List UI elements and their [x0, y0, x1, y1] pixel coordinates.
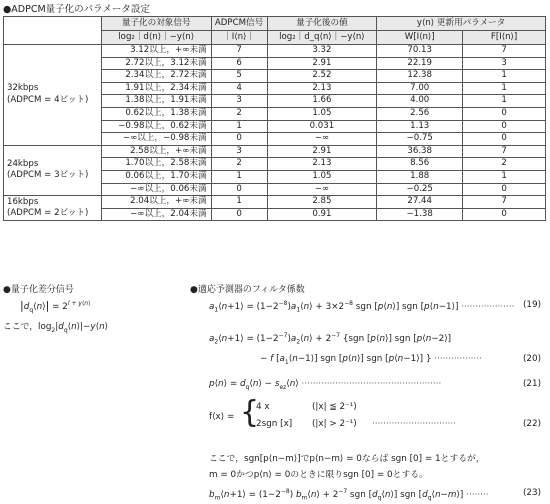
f-cell: 0	[463, 208, 546, 221]
range-cell: 2.04以上，+∞未満	[101, 196, 211, 209]
quantized-diff-note: ここで，$\log_2|d_q⟨n⟩|-y⟨n⟩$	[3, 322, 109, 334]
subheader-log-d: log₂｜d⟨n⟩｜−y⟨n⟩	[101, 31, 211, 45]
subheader-abs-i: ｜I⟨n⟩｜	[211, 31, 267, 45]
f-cell: 0	[463, 133, 546, 146]
equation-23: $b_m⟨n+1⟩ = (1-2^{-8})$ $b_m⟨n⟩ + 2^{-7}$ sgn $[d_q⟨n⟩]$ sgn $[d_q⟨n-m⟩]$ ········	[209, 488, 489, 502]
subheader-log-dq: log₂｜d_q⟨n⟩｜−y⟨n⟩	[267, 31, 377, 45]
equation-22-cond1: (|x| ≦ 2⁻¹)	[312, 402, 357, 412]
quantized-cell: 0.031	[267, 120, 377, 133]
w-cell: 12.38	[377, 70, 463, 83]
bit-depth-label: (ADPCM = 4ビット)	[7, 94, 89, 105]
brace-symbol: {	[240, 395, 260, 430]
f-cell: 0	[463, 183, 546, 196]
quantized-cell: −∞	[267, 133, 377, 146]
w-cell: 2.56	[377, 107, 463, 120]
f-cell: 3	[463, 57, 546, 70]
quantized-cell: 2.91	[267, 57, 377, 70]
f-cell: 1	[463, 170, 546, 183]
w-cell: 1.88	[377, 170, 463, 183]
subheader-f: F[I⟨n⟩]	[463, 31, 546, 45]
w-cell: 27.44	[377, 196, 463, 209]
range-cell: 0.06以上，1.70未満	[101, 170, 211, 183]
header-target-signal: 量子化の対象信号	[101, 17, 211, 31]
range-cell: −∞以上，−0.98未満	[101, 133, 211, 146]
bitrate-label: 16kbps	[7, 196, 39, 207]
w-cell: −0.75	[377, 133, 463, 146]
quantized-cell: 1.66	[267, 95, 377, 108]
table-row	[4, 145, 546, 158]
adpcm-cell: 1	[211, 196, 267, 209]
adpcm-cell: 2	[211, 107, 267, 120]
adpcm-cell: 7	[211, 45, 267, 58]
adpcm-cell: 4	[211, 82, 267, 95]
adpcm-cell: 3	[211, 95, 267, 108]
equation-number-22: (22)	[523, 419, 542, 429]
table-body	[4, 45, 546, 221]
bitrate-group-label	[4, 196, 102, 221]
adpcm-cell: 0	[211, 208, 267, 221]
equation-21: p⟨n⟩ = $d_q⟨n⟩$ − $s_{ez}⟨n⟩$ ··················································	[209, 379, 442, 391]
header-update-parameter: y⟨n⟩ 更新用パラメータ	[377, 17, 546, 31]
adpcm-cell: 0	[211, 183, 267, 196]
quantized-cell: 1.05	[267, 107, 377, 120]
bitrate-label: 24kbps	[7, 158, 39, 169]
f-cell: 1	[463, 95, 546, 108]
quantized-cell: 2.13	[267, 158, 377, 171]
w-cell: 7.00	[377, 82, 463, 95]
equation-19: $a_1⟨n+1⟩$ = $(1-2^{-8})a_1⟨n⟩ + 3\times 2^{-8}$ sgn [p⟨n⟩] sgn [p⟨n−1⟩] ···················	[209, 300, 515, 314]
equation-22-case2: 2sgn [x]	[256, 419, 293, 429]
f-cell: 1	[463, 70, 546, 83]
equation-number-23: (23)	[523, 488, 542, 498]
range-cell: −0.98以上，0.62未満	[101, 120, 211, 133]
quantized-cell: 2.52	[267, 70, 377, 83]
header-adpcm-signal: ADPCM信号	[211, 17, 267, 31]
f-cell: 7	[463, 145, 546, 158]
range-cell: 1.91以上，2.34未満	[101, 82, 211, 95]
f-cell: 0	[463, 107, 546, 120]
sgn-note-2: m = 0かつp⟨n⟩ = 0のときに限りsgn [0] = 0とする。	[209, 470, 428, 480]
equation-dq: $|d_q⟨n⟩| = 2^{l + y⟨n⟩}$	[20, 299, 91, 314]
f-cell: 0	[463, 120, 546, 133]
bitrate-label: 32kbps	[7, 83, 39, 94]
adpcm-cell: 1	[211, 170, 267, 183]
range-cell: 2.34以上，2.72未満	[101, 70, 211, 83]
f-cell: 7	[463, 196, 546, 209]
quantized-cell: −∞	[267, 183, 377, 196]
equation-20b: − f $[a_1⟨n-1⟩]$ sgn [p⟨n⟩] sgn [p⟨n−1⟩] } ·················	[260, 354, 482, 366]
range-cell: 2.58以上，+∞未満	[101, 145, 211, 158]
header-quantized-value: 量子化後の値	[267, 17, 377, 31]
range-cell: 2.72以上，3.12未満	[101, 57, 211, 70]
subheader-w: W[I⟨n⟩]	[377, 31, 463, 45]
range-cell: −∞以上，0.06未満	[101, 183, 211, 196]
equation-22-case1: 4 x	[256, 402, 270, 412]
equation-22-lhs: f⟨x⟩ =	[209, 412, 235, 422]
range-cell: 1.70以上，2.58未満	[101, 158, 211, 171]
quantized-cell: 2.85	[267, 196, 377, 209]
adpcm-cell: 5	[211, 70, 267, 83]
bitrate-group-label	[4, 145, 102, 195]
page-title: ●ADPCM量子化のパラメータ設定	[3, 4, 150, 15]
w-cell: −0.25	[377, 183, 463, 196]
equation-number-19: (19)	[523, 300, 542, 310]
equation-number-21: (21)	[523, 379, 542, 389]
adpcm-parameter-table	[3, 16, 546, 221]
w-cell: −1.38	[377, 208, 463, 221]
range-cell: −∞以上，2.04未満	[101, 208, 211, 221]
equation-22-cond2: (|x| > 2⁻¹)	[312, 419, 357, 429]
w-cell: 8.56	[377, 158, 463, 171]
quantized-cell: 3.32	[267, 45, 377, 58]
w-cell: 4.00	[377, 95, 463, 108]
range-cell: 0.62以上，1.38未満	[101, 107, 211, 120]
adpcm-cell: 1	[211, 120, 267, 133]
bit-depth-label: (ADPCM = 3ビット)	[7, 170, 89, 181]
quantized-cell: 0.91	[267, 208, 377, 221]
range-cell: 3.12以上，+∞未満	[101, 45, 211, 58]
range-cell: 1.38以上，1.91未満	[101, 95, 211, 108]
w-cell: 22.19	[377, 57, 463, 70]
quantized-cell: 2.91	[267, 145, 377, 158]
f-cell: 1	[463, 82, 546, 95]
quantized-cell: 2.13	[267, 82, 377, 95]
adpcm-cell: 2	[211, 158, 267, 171]
table-row	[4, 45, 546, 58]
equation-20a: $a_2⟨n+1⟩$ = $(1-2^{-7})a_2⟨n⟩ + 2^{-7}$ {sgn [p⟨n⟩] sgn [p⟨n−2⟩]	[209, 332, 452, 346]
w-cell: 1.13	[377, 120, 463, 133]
bit-depth-label: (ADPCM = 2ビット)	[7, 208, 89, 219]
adpcm-cell: 6	[211, 57, 267, 70]
quantized-cell: 1.05	[267, 170, 377, 183]
quantized-diff-heading: ●量子化差分信号	[3, 285, 74, 295]
adpcm-cell: 3	[211, 145, 267, 158]
f-cell: 2	[463, 158, 546, 171]
w-cell: 70.13	[377, 45, 463, 58]
sgn-note-1: ここで，sgn[p⟨n−m⟩]でp⟨n−m⟩ = 0ならば sgn [0] = 1とするが，	[209, 454, 485, 464]
w-cell: 36.38	[377, 145, 463, 158]
equation-22-leader: ······························	[372, 419, 456, 429]
equation-number-20: (20)	[523, 354, 542, 364]
bitrate-group-label	[4, 45, 102, 146]
table-corner	[4, 17, 102, 45]
table-row	[4, 196, 546, 209]
f-cell: 7	[463, 45, 546, 58]
predictor-heading: ●適応予測器のフィルタ係数	[190, 285, 305, 295]
adpcm-cell: 0	[211, 133, 267, 146]
